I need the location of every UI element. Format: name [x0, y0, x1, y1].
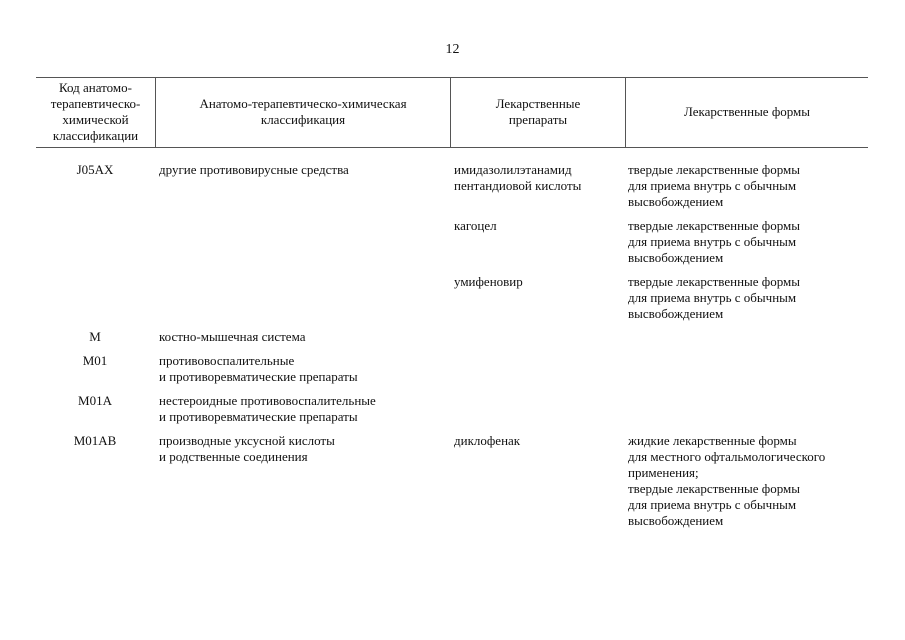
header-forms	[626, 77, 868, 147]
table-header-bottom-rule	[36, 147, 868, 148]
row-code: M	[89, 329, 101, 344]
row-drug: имидазолилэтанамид пентандиовой кислоты	[454, 162, 582, 193]
row-drug: диклофенак	[454, 433, 521, 448]
row-classification: другие противовирусные средства	[159, 162, 349, 177]
header-classification-line: классификация	[260, 112, 346, 127]
row-forms: твердые лекарственные формы для приема внутрь с обычным высвобождением	[628, 218, 800, 265]
header-code-line: терапевтическо-	[50, 96, 141, 111]
header-code-line: Код анатомо-	[59, 80, 132, 95]
header-classification	[156, 77, 450, 147]
row-drug: кагоцел	[454, 218, 497, 233]
row-forms: жидкие лекарственные формы для местного офтальмологического применения; твердые лекарственные формы для приема внутрь с обычным высвобождением	[628, 433, 826, 528]
header-code-line: химической	[62, 112, 129, 127]
row-forms: твердые лекарственные формы для приема внутрь с обычным высвобождением	[628, 162, 800, 209]
header-drugs-line: Лекарственные	[495, 96, 581, 111]
row-classification: костно-мышечная система	[159, 329, 306, 344]
header-drugs-line: препараты	[508, 112, 568, 127]
row-classification: нестероидные противовоспалительные и противоревматические препараты	[159, 393, 376, 424]
row-code: J05AX	[76, 162, 114, 177]
page-number: 12	[445, 42, 460, 57]
header-code	[36, 77, 155, 147]
row-code: M01A	[78, 393, 112, 408]
header-drugs	[451, 77, 625, 147]
header-code-line: классификации	[52, 128, 139, 143]
header-classification-line: Анатомо-терапевтическо-химическая	[199, 96, 407, 111]
row-forms: твердые лекарственные формы для приема внутрь с обычным высвобождением	[628, 274, 800, 321]
row-code: M01	[82, 353, 108, 368]
row-classification: противовоспалительные и противоревматические препараты	[159, 353, 358, 384]
row-code: M01AB	[73, 433, 117, 448]
header-forms-line: Лекарственные формы	[683, 104, 811, 119]
row-classification: производные уксусной кислоты и родственные соединения	[159, 433, 335, 464]
row-drug: умифеновир	[454, 274, 523, 289]
